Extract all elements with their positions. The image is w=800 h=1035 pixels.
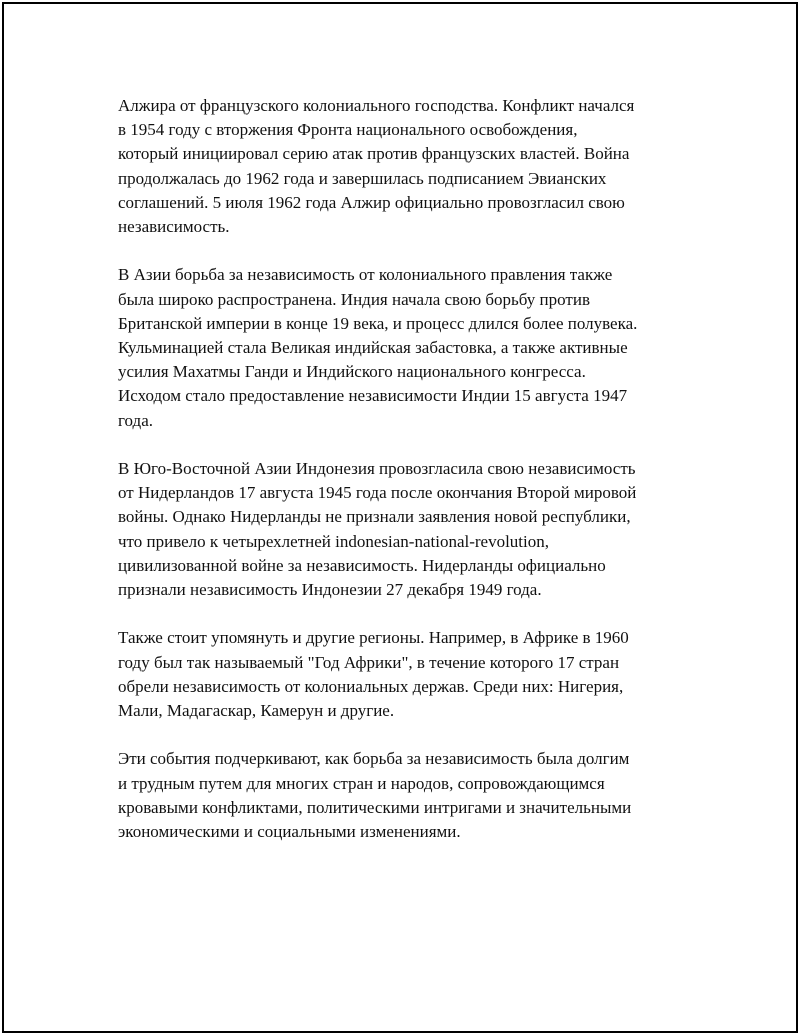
paragraph-africa: [118, 626, 698, 723]
text-line: экономическими и социальными изменениями.: [118, 822, 461, 842]
text-line: и трудным путем для многих стран и народов, сопровождающимся: [118, 773, 605, 793]
text-line: Кульминацией стала Великая индийская забастовка, а также активные: [118, 338, 628, 358]
text-line: цивилизованной войне за независимость. Нидерланды официально: [118, 555, 606, 575]
text-line: что привело к четырехлетней indonesian-national-revolution,: [118, 531, 549, 551]
paragraph-indonesia: [118, 457, 698, 602]
text-line: в 1954 году с вторжения Фронта национального освобождения,: [118, 120, 578, 140]
text-line: независимость.: [118, 217, 230, 237]
text-line: Мали, Мадагаскар, Камерун и другие.: [118, 701, 395, 721]
text-line: Также стоит упомянуть и другие регионы. Например, в Африке в 1960: [118, 628, 629, 648]
paragraph-algeria: [118, 94, 698, 239]
text-line: войны. Однако Нидерланды не признали заявления новой республики,: [118, 507, 631, 527]
text-line: Британской империи в конце 19 века, и процесс длился более полувека.: [118, 313, 638, 333]
paragraph-india: [118, 263, 698, 432]
text-line: обрели независимость от колониальных держав. Среди них: Нигерия,: [118, 676, 624, 696]
text-line: от Нидерландов 17 августа 1945 года после окончания Второй мировой: [118, 483, 637, 503]
text-line: года.: [118, 410, 154, 430]
text-line: Исходом стало предоставление независимости Индии 15 августа 1947: [118, 386, 628, 406]
text-line: который инициировал серию атак против французских властей. Война: [118, 144, 630, 164]
text-line: соглашений. 5 июля 1962 года Алжир официально провозгласил свою: [118, 192, 625, 212]
document-body: [118, 94, 698, 868]
text-line: Эти события подчеркивают, как борьба за независимость была долгим: [118, 749, 630, 769]
text-line: продолжалась до 1962 года и завершилась подписанием Эвианских: [118, 168, 607, 188]
text-line: признали независимость Индонезии 27 декабря 1949 года.: [118, 580, 542, 600]
paragraph-conclusion: [118, 747, 698, 844]
text-line: усилия Махатмы Ганди и Индийского национального конгресса.: [118, 362, 586, 382]
text-line: В Азии борьба за независимость от колониального правления также: [118, 265, 613, 285]
text-line: Алжира от французского колониального господства. Конфликт начался: [118, 96, 635, 115]
text-line: В Юго-Восточной Азии Индонезия провозгласила свою независимость: [118, 459, 636, 479]
text-line: году был так называемый "Год Африки", в течение которого 17 стран: [118, 652, 620, 672]
text-line: кровавыми конфликтами, политическими интригами и значительными: [118, 797, 632, 817]
text-line: была широко распространена. Индия начала свою борьбу против: [118, 289, 590, 309]
